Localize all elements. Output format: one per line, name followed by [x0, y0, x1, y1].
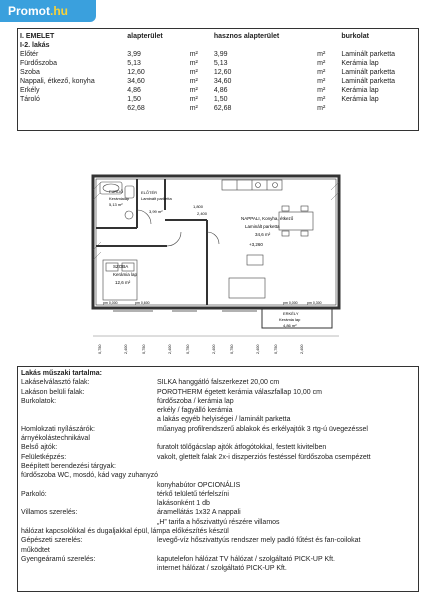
bottom-dim-label: 0,750: [274, 344, 278, 354]
usable-unit: m²: [317, 60, 326, 67]
table-row: [18, 77, 418, 86]
spec-label: Villamos szerelés:: [21, 509, 78, 517]
area-unit: m²: [189, 78, 198, 85]
bath-area: 5,13 m²: [109, 202, 123, 207]
area-unit: m²: [189, 51, 198, 58]
spec-value: erkély / fagyálló kerámia: [157, 407, 233, 415]
spec-label: Gyengeáramú szerelés:: [21, 555, 96, 563]
watermark-tld: .hu: [50, 4, 68, 18]
hall-floor: Laminált parketta: [141, 196, 172, 201]
balcony-label: ERKÉLY: [283, 311, 299, 316]
room-name: Nappali, étkező, konyha: [20, 78, 95, 85]
spec-row: [21, 397, 415, 406]
spec-row: [21, 518, 415, 527]
living-label: NAPPALI, Konyha, étkező: [241, 216, 294, 221]
room-usable: 4,86: [213, 87, 228, 94]
spec-label: hálózat kapcsolókkal és dugaljakkal épül, lámpa előkészítés készül: [21, 528, 229, 536]
area-unit: m²: [189, 96, 198, 103]
col-floor: burkolat: [341, 33, 369, 40]
bedroom-label: SZOBA: [113, 264, 129, 269]
room-floor: Kerámia lap: [341, 60, 379, 67]
usable-unit: m²: [317, 78, 326, 85]
spec-value: áramellátás 1x32 A nappali: [157, 509, 241, 517]
spec-label: [21, 564, 157, 573]
table-row: [18, 95, 418, 104]
dim-left: 2,400: [197, 211, 208, 216]
spec-value: konyhabútor OPCIONÁLIS: [157, 481, 241, 489]
spec-value: „H” tarifa a hőszivattyú részére villamos: [157, 518, 280, 526]
total-area-unit: m²: [189, 105, 198, 112]
bottom-dim-label: 0,750: [186, 344, 190, 354]
room-name: Erkély: [20, 87, 40, 94]
spec-row: [21, 564, 415, 573]
spec-row: [21, 453, 415, 462]
room-name: Fürdőszoba: [20, 60, 57, 67]
bottom-dim-label: 2,400: [168, 344, 172, 354]
bottom-dim-label: 2,400: [300, 344, 304, 354]
bath-floor: Kerámialap: [109, 196, 130, 201]
sill-1: pm 0,000: [103, 301, 118, 305]
spec-label: működtet: [21, 546, 50, 554]
spec-value: kaputelefon hálózat TV hálózat / szolgáltató PICK-UP Kft.: [157, 555, 335, 563]
floor-plan-drawing: [17, 160, 419, 358]
living-floor: Laminált parketta: [245, 224, 280, 229]
room-area: 12,60: [127, 69, 145, 76]
spec-label: Lakáson belüli falak:: [21, 388, 85, 396]
col-usable: hasznos alapterület: [213, 33, 280, 40]
spec-row: [21, 527, 415, 536]
specs-body: [18, 367, 418, 576]
spec-row: [21, 481, 415, 490]
spec-value: levegő-víz hőszivattyús rendszer mely padló fűtést és fan-coilokat: [157, 537, 361, 545]
spec-value: fürdőszoba / kerámia lap: [157, 397, 234, 405]
spec-row: [21, 443, 415, 452]
spec-label: [21, 518, 157, 527]
sill-4: pm 0,300: [307, 301, 322, 305]
spec-row: [21, 508, 415, 517]
bottom-dim-label: 2,400: [124, 344, 128, 354]
level-mark: +3,260: [249, 242, 263, 247]
table-row: [18, 68, 418, 77]
bath-label: FÜRDŐ: [109, 189, 124, 194]
hall-area: 3,99 m²: [149, 209, 163, 214]
spec-label: Felületképzés:: [21, 453, 67, 461]
specs-panel: [17, 366, 419, 592]
spec-row: [21, 462, 415, 471]
spec-label: Belső ajtók:: [21, 444, 58, 452]
spec-label: Homlokzati nyílászárók:: [21, 425, 95, 433]
spec-label: Beépített berendezési tárgyak:: [21, 462, 116, 470]
bottom-dim-label: 2,400: [256, 344, 260, 354]
room-floor: Laminált parketta: [341, 78, 396, 85]
room-name: Előtér: [20, 51, 39, 58]
room-name: Szoba: [20, 69, 40, 76]
spec-row: [21, 536, 415, 545]
bottom-dim-label: 0,750: [98, 344, 102, 354]
spec-label: Parkoló:: [21, 490, 47, 498]
spec-value: vakolt, glettelt falak 2x-i diszperziós festéssel fürdőszoba csempézett: [157, 453, 371, 461]
total-area: 62,68: [127, 105, 145, 112]
table-row: [18, 59, 418, 68]
spec-row: [21, 499, 415, 508]
room-usable: 1,50: [213, 96, 228, 103]
total-row: [18, 104, 418, 113]
spec-value: SILKA hanggátló falszerkezet 20,00 cm: [157, 379, 280, 387]
spec-label: [21, 415, 157, 424]
bottom-dim-label: 0,750: [230, 344, 234, 354]
room-usable: 12,60: [213, 69, 232, 76]
room-area: 5,13: [127, 60, 141, 67]
dining-table: [279, 206, 313, 236]
col-area: alapterület: [127, 33, 163, 40]
site-watermark: [0, 0, 96, 22]
spec-row: [21, 555, 415, 564]
area-table: [18, 29, 418, 113]
watermark-brand: Promot: [8, 4, 50, 18]
spec-label: Lakáselválasztó falak:: [21, 379, 90, 387]
room-name: Tároló: [20, 96, 40, 103]
spec-value: internet hálózat / szolgáltató PICK-UP Kft.: [157, 565, 287, 573]
spec-label: [21, 499, 157, 508]
spec-row: [21, 546, 415, 555]
balcony-area: 4,86 m²: [283, 323, 297, 328]
spec-label: Burkolatok:: [21, 397, 57, 405]
bottom-dim-label: 0,750: [142, 344, 146, 354]
apartment-heading: I-2. lakás: [20, 42, 50, 49]
room-area: 1,50: [127, 96, 141, 103]
room-floor: Laminált parketta: [341, 69, 396, 76]
usable-unit: m²: [317, 96, 326, 103]
table-row: [18, 86, 418, 95]
usable-unit: m²: [317, 87, 326, 94]
total-usable: 62,68: [213, 105, 232, 112]
apartment-row: [18, 41, 418, 50]
room-usable: 3,99: [213, 51, 228, 58]
spec-row: [21, 406, 415, 415]
spec-row: [21, 415, 415, 424]
room-area: 3,99: [127, 51, 141, 58]
area-unit: m²: [189, 69, 198, 76]
room-floor: Kerámia lap: [341, 96, 379, 103]
spec-row: [21, 425, 415, 434]
room-usable: 5,13: [213, 60, 228, 67]
sill-2: pm 0,600: [135, 301, 150, 305]
table-row: [18, 50, 418, 59]
spec-label: fürdőszoba WC, mosdó, kád vagy zuhanyzó: [21, 472, 158, 480]
spec-label: [21, 406, 157, 415]
hall-label: ELŐTÉR: [141, 190, 158, 195]
usable-unit: m²: [317, 51, 326, 58]
spec-row: [21, 388, 415, 397]
room-area: 34,60: [127, 78, 145, 85]
room-floor: Kerámia lap: [341, 87, 379, 94]
total-usable-unit: m²: [317, 105, 326, 112]
specs-title: Lakás műszaki tartalma:: [21, 370, 102, 377]
room-area: 4,86: [127, 87, 141, 94]
bedroom-floor: Kerámia lap: [113, 272, 138, 277]
living-area: 34,6 m²: [255, 232, 271, 237]
spec-value: térkő telületű térfelszíni: [157, 490, 229, 498]
room-usable: 34,60: [213, 78, 232, 85]
room-floor: Laminált parketta: [341, 51, 396, 58]
spec-value: műanyag profilrendszerű ablakok és erkélyajtók 3 rtg-ú üvegezéssel: [157, 425, 368, 433]
area-table-panel: [17, 28, 419, 131]
area-table-header: [18, 29, 418, 41]
spec-label: árnyékolástechnikával: [21, 435, 90, 443]
floor-plan-panel: [17, 160, 419, 358]
floor-heading: I. EMELET: [20, 33, 55, 40]
bedroom-area: 12,6 m²: [115, 280, 131, 285]
spec-value: a lakás egyéb helyiségei / laminált parketta: [157, 416, 291, 424]
spec-row: [21, 471, 415, 480]
spec-value: POROTHERM égetett kerámia válaszfallap 10,00 cm: [157, 388, 322, 396]
sofa: [229, 255, 265, 298]
area-unit: m²: [189, 60, 198, 67]
kitchen-counter: [222, 180, 282, 190]
spec-value: lakásonként 1 db: [157, 500, 210, 508]
spec-value: furatolt tölőgácslap ajtók átfogótokkal, festett kivitelben: [157, 444, 327, 452]
spec-row: [21, 434, 415, 443]
spec-row: [21, 490, 415, 499]
spec-label: Gépészeti szerelés:: [21, 537, 83, 545]
usable-unit: m²: [317, 69, 326, 76]
spec-label: [21, 481, 157, 490]
sill-3: pm 0,000: [283, 301, 298, 305]
dim-top: 1,800: [193, 204, 204, 209]
spec-row: [21, 378, 415, 387]
bottom-dim-label: 2,400: [212, 344, 216, 354]
bottom-dimensions: [98, 344, 304, 354]
balcony-floor: Kerámia lap: [279, 317, 301, 322]
area-unit: m²: [189, 87, 198, 94]
